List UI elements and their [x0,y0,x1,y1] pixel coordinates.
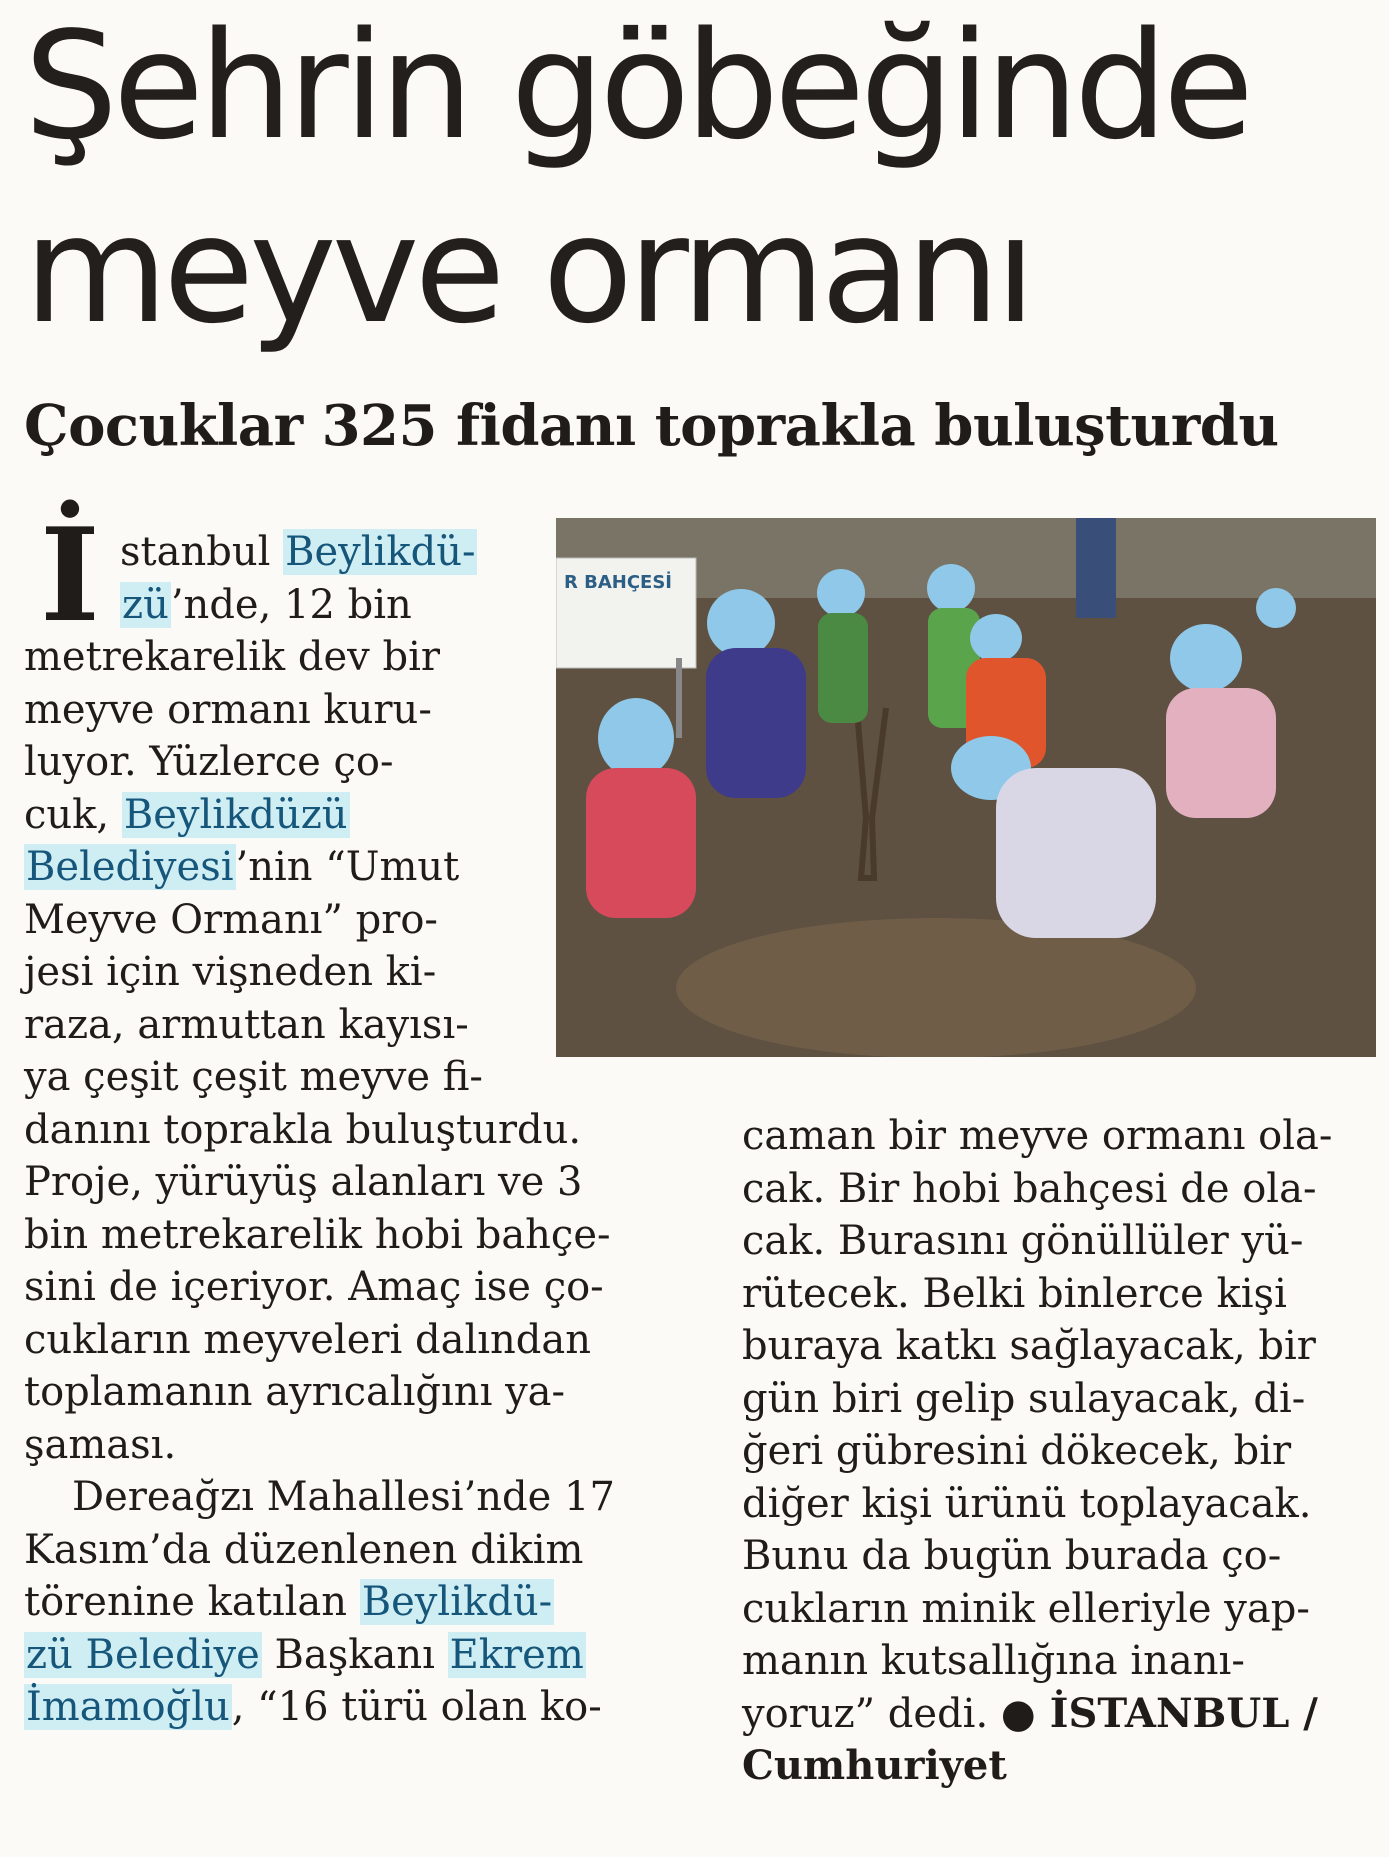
subheadline: Çocuklar 325 fidanı toprakla buluşturdu [24,393,1279,459]
text-run: yoruz” dedi. [742,1690,1001,1737]
text-line: danını toprakla buluşturdu. [24,1106,582,1153]
text-run: ’nin “Umut [235,844,460,890]
text-line: gün biri gelip sulayacak, di- [742,1375,1306,1422]
children-planting-trees-image [556,518,1376,1057]
text-line: Bunu da bugün burada ço- [742,1533,1282,1579]
text-line [24,841,644,894]
source-location: İSTANBUL / [1035,1689,1318,1737]
text-line: cukların meyveleri dalından [24,1316,592,1363]
text-line: şaması. [24,1421,177,1468]
text-line [24,789,644,842]
text-line [24,1629,644,1682]
text-line [24,1681,644,1734]
text-run: cuk, [24,791,122,838]
text-line [24,1576,644,1629]
text-line: manın kutsallığına inanı- [742,1638,1245,1684]
text-run: ’nde, 12 bin [170,581,412,628]
text-line: diğer kişi ürünü toplayacak. [742,1480,1312,1527]
text-run: , “16 türü olan ko- [231,1684,602,1730]
highlighted-keyword: Beylikdü- [361,1579,553,1625]
text-line: metrekarelik dev bir [24,634,440,680]
highlighted-keyword: Beylikdü- [285,529,476,575]
text-line [24,579,644,632]
text-line: sini de içeriyor. Amaç ise ço- [24,1264,604,1310]
text-line: ğeri gübresini dökecek, bir [742,1428,1292,1474]
bullet-icon: ● [1000,1689,1036,1737]
article-column-left [24,526,644,1734]
text-line: toplamanın ayrıcalığını ya- [24,1369,566,1415]
highlighted-keyword: Ekrem [449,1631,584,1678]
text-line: luyor. Yüzlerce ço- [24,739,394,785]
highlighted-keyword: zü Belediye [26,1631,260,1678]
text-line: ya çeşit çeşit meyve fi- [24,1054,483,1100]
text-line: buraya katkı sağlayacak, bir [742,1323,1316,1369]
headline-line-1: Şehrin göbeğinde [24,0,1249,172]
text-line: cak. Bir hobi bahçesi de ola- [742,1165,1317,1212]
text-line: cak. Burasını gönüllüler yü- [742,1218,1304,1264]
highlighted-keyword: zü [122,581,169,628]
highlighted-keyword: Beylikdüzü [123,791,348,838]
text-line: cukların minik elleriyle yap- [742,1585,1310,1632]
text-run: stanbul [120,529,284,575]
highlighted-keyword: İmamoğlu [26,1684,230,1730]
text-line: meyve ormanı kuru- [24,686,432,733]
text-line [24,526,644,579]
article-column-right [742,1110,1372,1793]
highlighted-keyword: Belediyesi [26,844,234,890]
headline-line-2: meyve ormanı [24,184,1032,356]
text-line: Proje, yürüyüş alanları ve 3 [24,1159,583,1205]
text-line: jesi için vişneden ki- [24,949,437,995]
text-run: Başkanı [261,1631,448,1678]
text-line: raza, armuttan kayısı- [24,1001,469,1048]
text-line: Kasım’da düzenlenen dikim [24,1526,584,1573]
text-line: caman bir meyve ormanı ola- [742,1113,1333,1159]
text-line: bin metrekarelik hobi bahçe- [24,1211,611,1258]
text-line: Dereağzı Mahallesi’nde 17 [72,1474,615,1520]
text-line: rütecek. Belki binlerce kişi [742,1270,1287,1317]
sign-text: R BAHÇESİ [564,572,673,593]
drop-cap: İ [40,501,100,651]
text-line: Meyve Ormanı” pro- [24,896,438,943]
article-photo [556,518,1376,1057]
text-run: törenine katılan [24,1579,360,1625]
source-publication: Cumhuriyet [742,1742,1007,1789]
text-line [742,1688,1372,1741]
